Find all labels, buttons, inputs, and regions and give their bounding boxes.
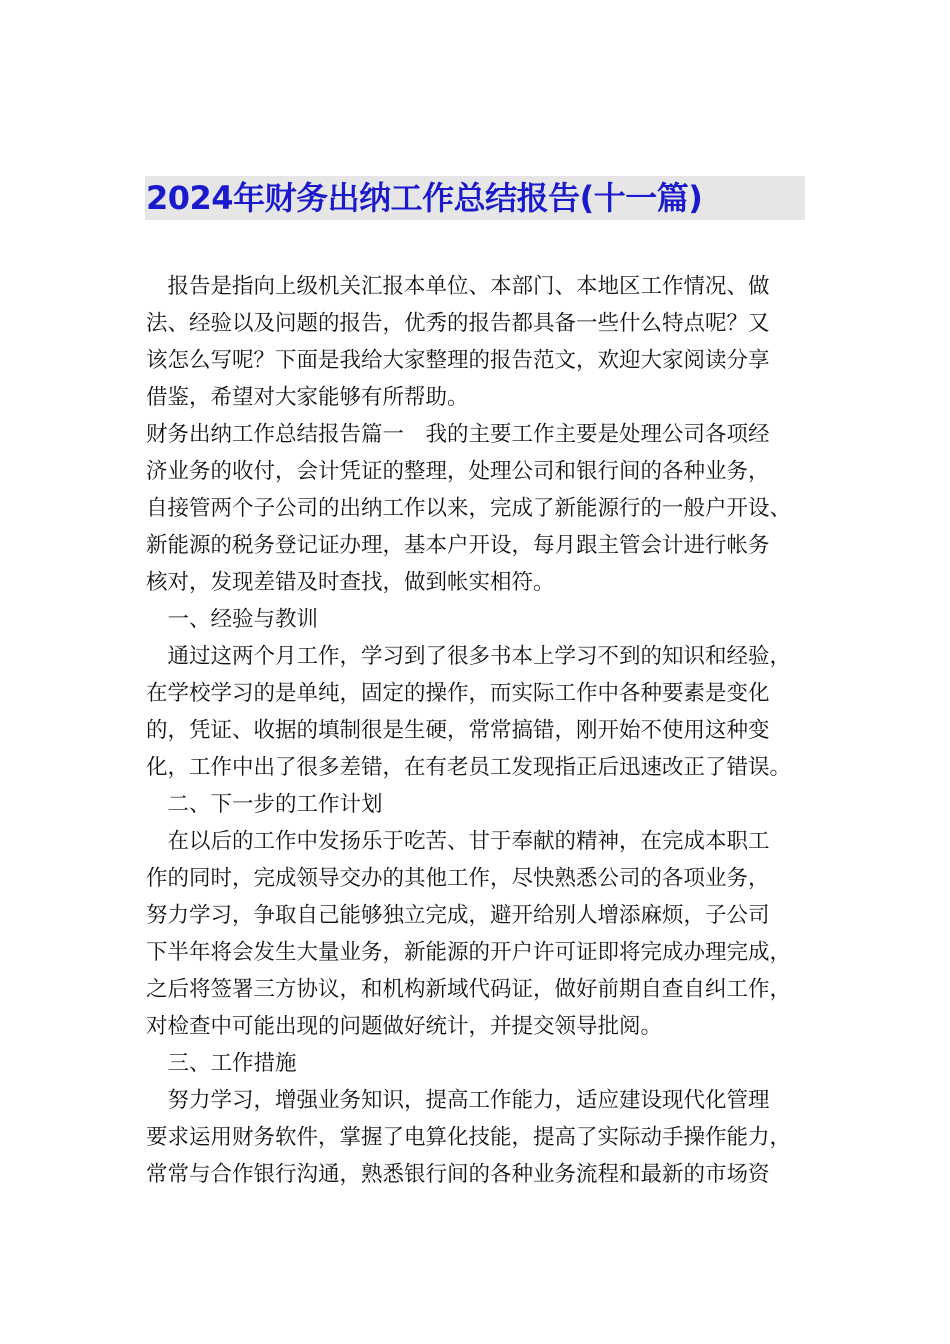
- body-line: 借鉴，希望对大家能够有所帮助。: [146, 385, 469, 410]
- body-line: 下半年将会发生大量业务，新能源的开户许可证即将完成办理完成，: [146, 940, 792, 965]
- body-line: 作的同时，完成领导交办的其他工作，尽快熟悉公司的各项业务，: [146, 866, 770, 891]
- body-line: 通过这两个月工作，学习到了很多书本上学习不到的知识和经验，: [146, 644, 792, 669]
- body-line: 核对，发现差错及时查找，做到帐实相符。: [146, 570, 555, 595]
- body-line: 在以后的工作中发扬乐于吃苦、甘于奉献的精神，在完成本职工: [146, 829, 770, 854]
- body-line: 法、经验以及问题的报告，优秀的报告都具备一些什么特点呢？又: [146, 311, 770, 336]
- section-heading: 二、下一步的工作计划: [146, 792, 383, 817]
- body-line: 该怎么写呢？下面是我给大家整理的报告范文，欢迎大家阅读分享: [146, 348, 770, 373]
- body-line: 之后将签署三方协议，和机构新域代码证，做好前期自查自纠工作，: [146, 977, 792, 1002]
- body-line: 的，凭证、收据的填制很是生硬，常常搞错，刚开始不使用这种变: [146, 718, 770, 743]
- body-line: 常常与合作银行沟通，熟悉银行间的各种业务流程和最新的市场资: [146, 1162, 770, 1187]
- body-line: 努力学习，争取自己能够独立完成，避开给别人增添麻烦，子公司: [146, 903, 770, 928]
- body-line: 财务出纳工作总结报告篇一 我的主要工作主要是处理公司各项经: [146, 422, 770, 447]
- section-heading: 三、工作措施: [146, 1051, 297, 1076]
- document-title: 2024年财务出纳工作总结报告(十一篇): [146, 179, 703, 217]
- body-line: 努力学习，增强业务知识，提高工作能力，适应建设现代化管理: [146, 1088, 770, 1113]
- section-heading: 一、经验与教训: [146, 607, 319, 632]
- body-line: 要求运用财务软件，掌握了电算化技能，提高了实际动手操作能力，: [146, 1125, 792, 1150]
- body-line: 对检查中可能出现的问题做好统计，并提交领导批阅。: [146, 1014, 663, 1039]
- body-line: 济业务的收付，会计凭证的整理，处理公司和银行间的各种业务，: [146, 459, 770, 484]
- body-line: 在学校学习的是单纯，固定的操作，而实际工作中各种要素是变化: [146, 681, 770, 706]
- body-line: 新能源的税务登记证办理，基本户开设，每月跟主管会计进行帐务: [146, 533, 770, 558]
- body-line: 自接管两个子公司的出纳工作以来，完成了新能源行的一般户开设、: [146, 496, 792, 521]
- body-line: 化，工作中出了很多差错，在有老员工发现指正后迅速改正了错误。: [146, 755, 792, 780]
- document-body: [146, 268, 826, 1193]
- body-line: 报告是指向上级机关汇报本单位、本部门、本地区工作情况、做: [146, 274, 770, 299]
